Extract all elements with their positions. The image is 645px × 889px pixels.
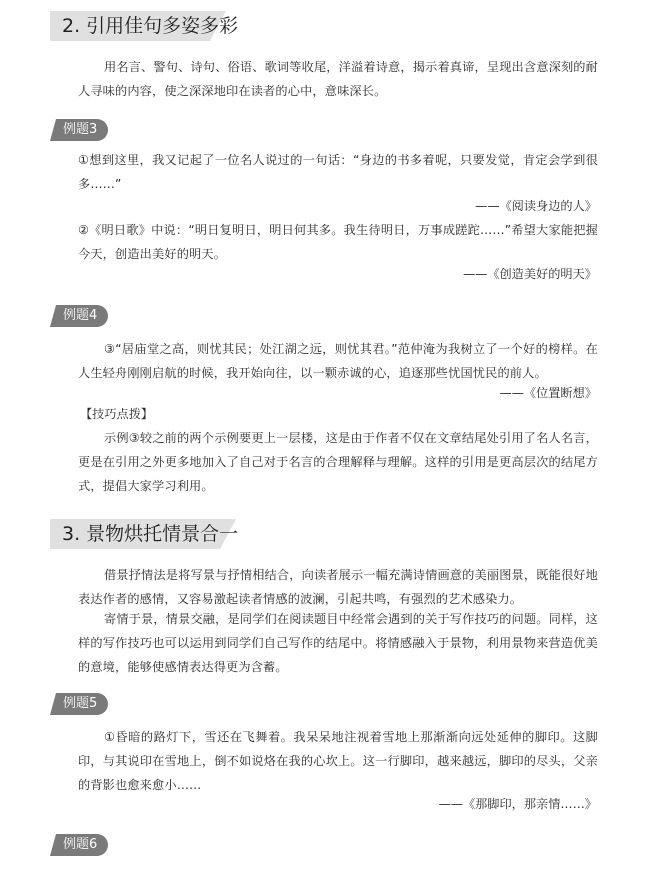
example-tag-3: 例题3 [50, 119, 108, 141]
section-2-intro: 用名言、警句、诗句、俗语、歌词等收尾，洋溢着诗意，揭示着真谛，呈现出含意深刻的耐人寻味的内容，使之深深地印在读者的心中，意味深长。 [78, 60, 598, 98]
example-3-quote-2: ②《明日歌》中说：“明日复明日，明日何其多。我生待明日，万事成蹉跎……”希望大家能把握今天，创造出美好的明天。 [78, 223, 598, 261]
example-tag-5: 例题5 [50, 693, 108, 715]
example-tag-6: 例题6 [50, 834, 108, 856]
example-3-source-1: ——《阅读身边的人》 [475, 199, 597, 213]
section-header-3 [50, 519, 238, 549]
section-title: 3. 景物烘托情景合一 [62, 523, 239, 545]
tip-body: 示例③较之前的两个示例要更上一层楼，这是由于作者不仅在文章结尾处引用了名人名言，更是在引用之外更多地加入了自己对于名言的合理解释与理解。这样的引用是更高层次的结尾方式，提倡大家学习利用。 [78, 431, 598, 493]
section-3-intro-2: 寄情于景，情景交融，是同学们在阅读题目中经常会遇到的关于写作技巧的问题。同样，这样的写作技巧也可以运用到同学们自己写作的结尾中。将情感融入于景物，利用景物来营造优美的意境，能够使感情表达得更为含蓄。 [78, 612, 598, 674]
example-3-quote-1: ①想到这里，我又记起了一位名人说过的一句话：“身边的书多着呢，只要发觉，肯定会学到很多……” [78, 153, 598, 191]
example-4-quote: ③“居庙堂之高，则忧其民；处江湖之远，则忧其君。”范仲淹为我树立了一个好的榜样。在人生轻舟刚刚启航的时候，我开始向往，以一颗赤诚的心，追逐那些忧国忧民的前人。 [78, 342, 598, 380]
example-tag-4: 例题4 [50, 305, 108, 327]
section-3-intro-1: 借景抒情法是将写景与抒情相结合，向读者展示一幅充满诗情画意的美丽图景，既能很好地表达作者的感情，又容易激起读者情感的波澜，引起共鸣，有强烈的艺术感染力。 [78, 568, 598, 606]
example-5-quote: ①昏暗的路灯下，雪还在飞舞着。我呆呆地注视着雪地上那渐渐向远处延伸的脚印。这脚印，与其说印在雪地上，倒不如说烙在我的心坎上。这一行脚印，越来越远，脚印的尽头，父亲的背影也愈来愈小…… [78, 730, 598, 792]
example-3-source-2: ——《创造美好的明天》 [462, 267, 597, 281]
tip-title: 【技巧点拨】 [80, 407, 154, 421]
section-header-2 [50, 11, 238, 41]
section-title: 2. 引用佳句多姿多彩 [62, 15, 239, 37]
example-5-source: ——《那脚印，那亲情……》 [438, 797, 597, 811]
example-4-source: ——《位置断想》 [499, 386, 597, 400]
